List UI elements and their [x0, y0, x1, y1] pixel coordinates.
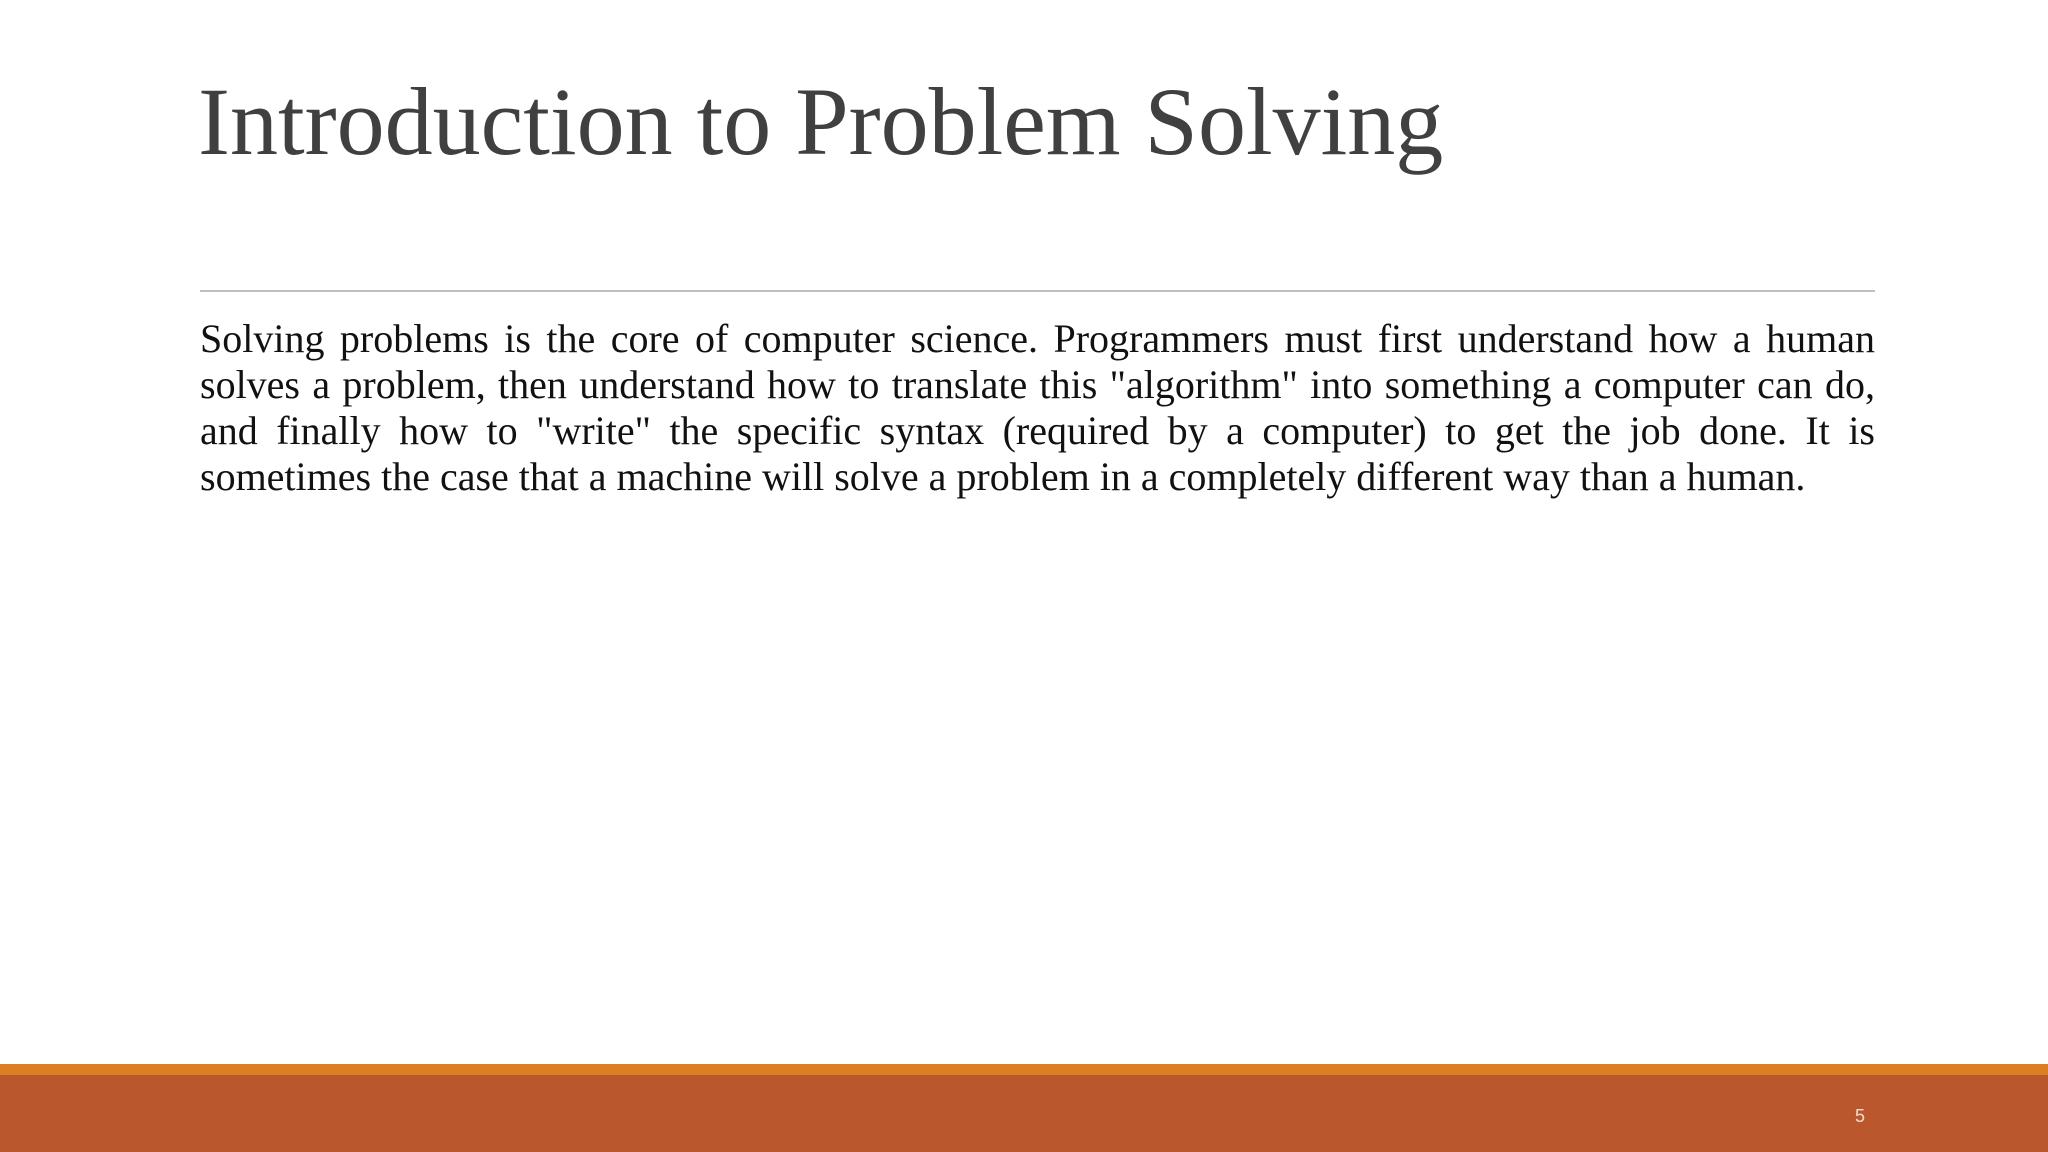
page-number: 5: [1854, 1106, 1865, 1126]
slide-title: Introduction to Problem Solving: [198, 68, 1444, 175]
footer-bar: [0, 1075, 2048, 1152]
slide-body-text: Solving problems is the core of computer science. Programmers must first understand how a human solves a problem, then understand how to translate this "algorithm" into something a computer can do, and finally how to "write" the specific syntax (required by a computer) to get the job done. It is sometimes the case that a machine will solve a problem in a completely different way than a human.: [200, 316, 1875, 499]
footer-accent-stripe: [0, 1064, 2048, 1075]
title-divider: [200, 290, 1875, 292]
